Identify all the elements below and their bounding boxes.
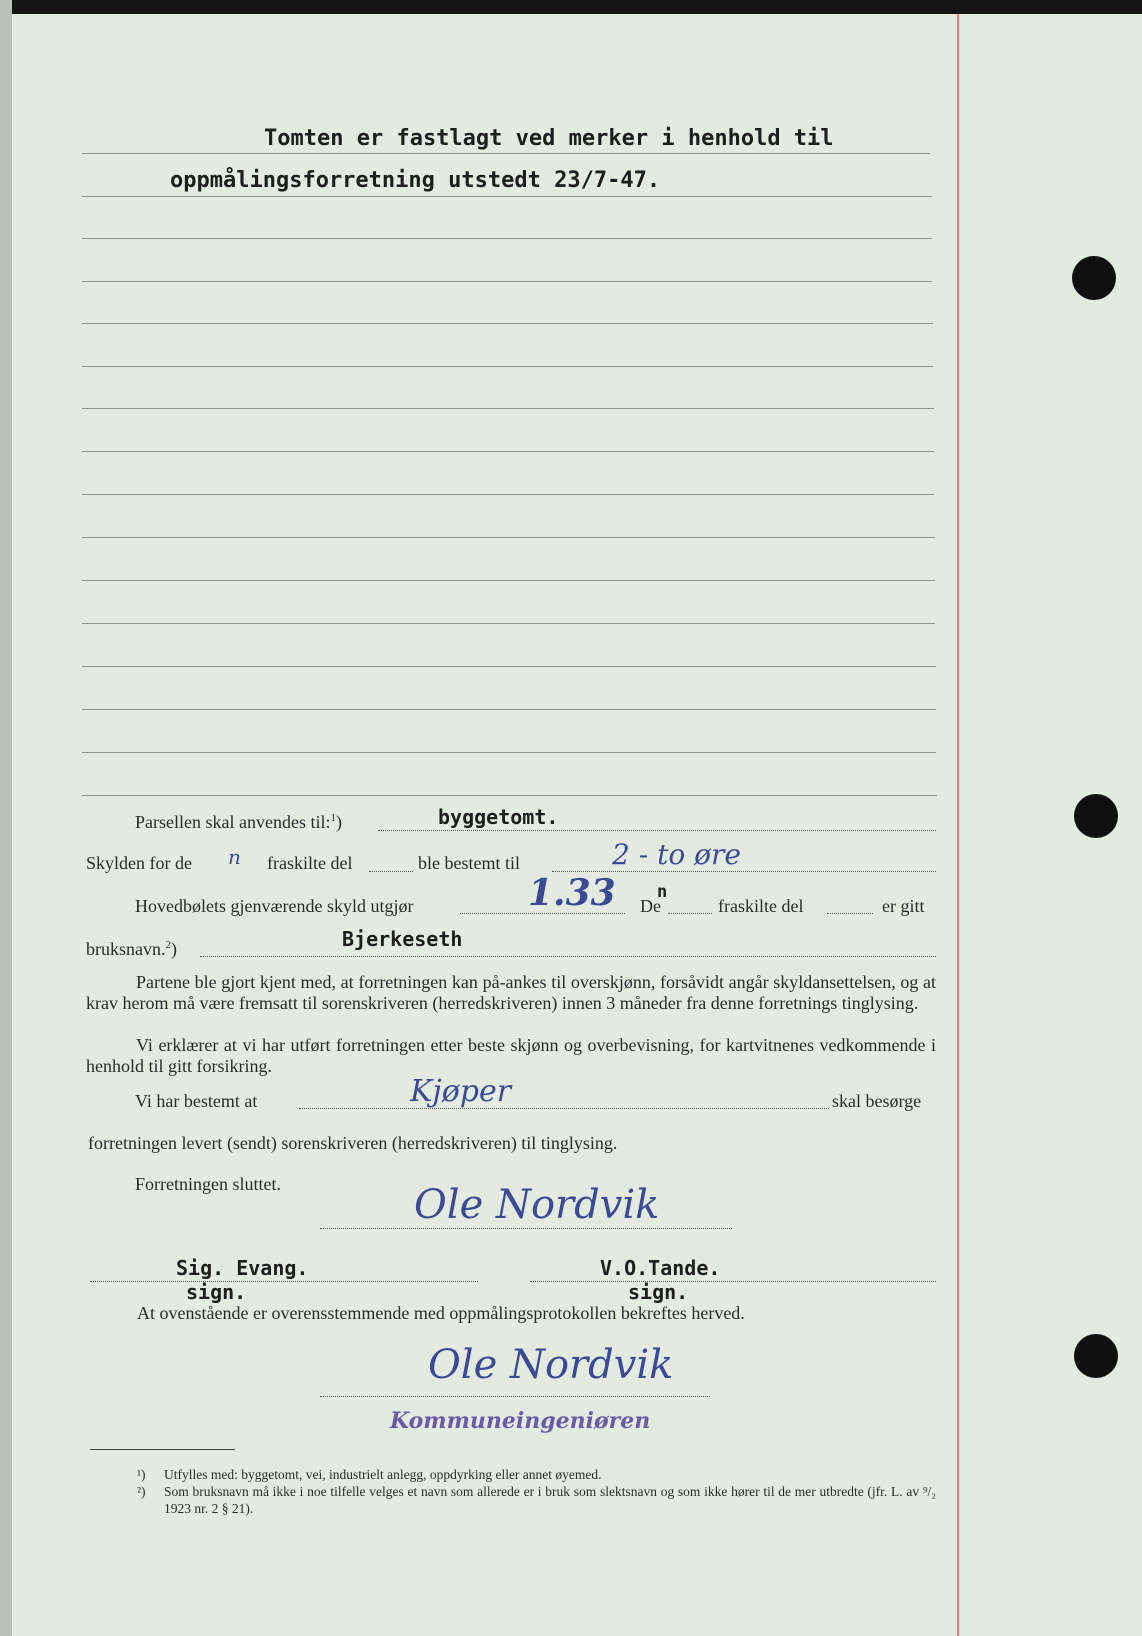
er-gitt-label: er gitt [882,896,925,916]
footnote-2-marker: ²) [137,1484,146,1499]
certification-text: At ovenstående er overensstemmende med oppmålingsprotokollen bekreftes herved. [137,1303,745,1323]
de-label: De [640,896,661,916]
bruksnavn-label: bruksnavn.$^2$) [86,939,177,959]
signature-2: Ole Nordvik [428,1342,674,1388]
witness-left-sign: sign. [186,1280,247,1304]
parsellen-line [378,830,936,831]
signature-2-line [320,1396,710,1397]
ruled-line [82,795,937,796]
typed-line-2: oppmålingsforretning utstedt 23/7-47. [170,168,661,193]
punch-hole-bottom [1074,1334,1118,1378]
ruled-line [82,153,930,154]
kommuneingenioren-stamp: Kommuneingeniøren [390,1408,651,1434]
fraskilte-del-label: fraskilte del [718,896,804,916]
hovedbol-value: 1.33 [528,872,616,914]
ruled-line [82,408,934,409]
signature-1: Ole Nordvik [414,1182,660,1228]
witness-right-sign: sign. [628,1280,689,1304]
ruled-line [82,537,935,538]
skylden-value: 2 - to øre [612,838,741,871]
fraskilte-line [369,871,413,872]
witness-left-name: Sig. Evang. [176,1256,309,1280]
red-margin-line [957,14,959,1636]
ruled-line [82,366,933,367]
footnote-1: Utfylles med: byggetomt, vei, industrielt anlegg, oppdyrking eller annet øyemed. [164,1467,602,1482]
ruled-line [82,238,932,239]
scan-left-edge [0,0,12,1636]
scan-top-border [0,0,1142,14]
de-typed-n: n [657,882,668,902]
witness-right-line [530,1281,936,1282]
ruled-line [82,196,932,197]
ruled-line [82,281,932,282]
ruled-line [82,323,933,324]
witness-right-name: V.O.Tande. [600,1256,721,1280]
witness-left-line [90,1281,478,1282]
sluttet-label: Forretningen sluttet. [135,1174,281,1194]
fraskilte-del-line [827,913,873,914]
skylden-handwritten-n: n [228,845,241,869]
hovedbol-label: Hovedbølets gjenværende skyld utgjør [135,896,414,916]
bruksnavn-line [200,956,936,957]
punch-hole-top [1072,256,1116,300]
signature-1-line [320,1228,732,1229]
bruksnavn-value: Bjerkeseth [342,927,463,951]
footnote-separator [90,1449,235,1450]
ruled-line [82,666,936,667]
besorge-label: skal besørge [832,1091,922,1111]
punch-hole-middle [1074,794,1118,838]
ruled-line [82,494,934,495]
parsellen-value: byggetomt. [438,805,559,829]
typed-line-1: Tomten er fastlagt ved merker i henhold til [264,126,834,151]
bestemt-at-line [299,1108,829,1109]
footnote-1-marker: ¹) [137,1467,146,1482]
footnote-2: Som bruksnavn må ikke i noe tilfelle velges et navn som allerede er i bruk som slektsnavn og som ikke hører til de mer utbredte (jfr. L. av ⁹/₂ 1923 nr. 2 § 21). [164,1484,936,1516]
bestemt-at-value: Kjøper [410,1074,512,1109]
ruled-line [82,580,935,581]
paragraph-vi-erklaerer: Vi erklærer at vi har utført forretningen etter beste skjønn og overbevisning, for kartvitnenes vedkommende i henhold til gitt forsikring. [86,1035,936,1076]
skylden-label: Skylden for de [86,853,192,873]
ruled-line [82,623,935,624]
bestemt-label: ble bestemt til [418,853,520,873]
ruled-line [82,709,936,710]
ruled-line [82,451,934,452]
ruled-line [82,752,936,753]
fraskilte-label: fraskilte del [267,853,353,873]
de-line [668,913,712,914]
bestemt-at-label: Vi har bestemt at [135,1091,258,1111]
paragraph-partene: Partene ble gjort kjent med, at forretningen kan på-ankes til overskjønn, forsåvidt angår skyldansettelsen, og at krav herom må være fremsatt til sorenskriveren (herredskriveren) innen 3 måneder fra denne forretnings tinglysing. [86,972,936,1013]
parsellen-label: Parsellen skal anvendes til:$^1$) [135,812,342,832]
levert-line: forretningen levert (sendt) sorenskriveren (herredskriveren) til tinglysing. [88,1133,618,1153]
